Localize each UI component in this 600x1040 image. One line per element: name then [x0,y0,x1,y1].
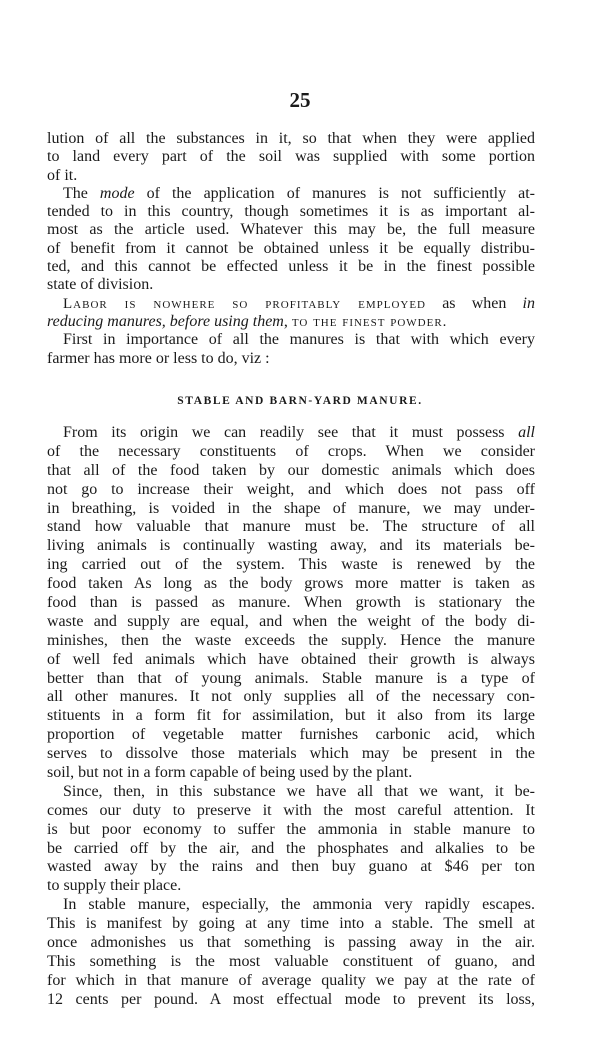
text-segment: wasted away by the rains and then buy guano at $46 per ton [47,858,535,876]
text-segment: This is manifest by going at any time into a stable. The smell at [47,915,535,933]
text-segment: ted, and this cannot be effected unless it be in the finest possible [47,258,535,276]
text-line [47,148,535,166]
text-segment: once admonishes us that something is passing away in the air. [47,934,535,952]
text-segment: waste and supply are equal, and when the weight of the body di- [47,612,535,630]
text-segment: state of division. [47,276,154,294]
text-line [47,707,535,726]
text-line [47,350,535,368]
text-segment: ing carried out of the system. This waste is renewed by the [47,556,535,574]
text-segment: all other manures. It not only supplies all of the necessary con- [47,688,535,706]
text-segment: better than that of young animals. Stable manure is a type of [47,669,535,687]
section-heading: STABLE AND BARN-YARD MANURE. [177,395,423,407]
text-segment: of well fed animals which have obtained their growth is always [47,650,535,668]
text-line [47,185,535,203]
text-segment: to land every part of the soil was supplied with some portion [47,148,535,166]
text-segment: living animals is continually wasting away, and its materials be- [47,537,535,555]
text-line [47,670,535,689]
text-line [47,953,535,972]
text-segment: proportion of vegetable matter furnishes carbonic acid, which [47,726,535,744]
text-line [47,481,535,500]
text-segment: First in importance of all the manures is that with which every [63,331,535,349]
text-segment: food taken As long as the body grows more matter is taken as [47,575,535,593]
text-segment: mode [99,184,135,202]
text-segment: serves to dissolve those materials which may be present in the [47,745,535,763]
text-segment: , [283,312,292,330]
text-segment: minishes, then the waste exceeds the supply. Hence the manure [47,631,535,649]
text-line [47,896,535,915]
text-line [47,443,535,462]
text-line [47,840,535,859]
text-segment: The [63,184,100,202]
text-line [47,518,535,537]
text-segment: to the finest powder. [291,313,448,330]
text-line [47,972,535,991]
text-line [47,462,535,481]
text-segment: stand how valuable that manure must be. The structure of all [47,518,535,536]
text-line [47,632,535,651]
text-line [47,821,535,840]
text-segment: food than is passed as manure. When growth is stationary the [47,594,535,612]
text-line [47,594,535,613]
text-segment: is but poor economy to suffer the ammonia in stable manure to [47,820,535,838]
text-line [47,221,535,239]
text-line [47,688,535,707]
text-segment: all [518,424,535,441]
text-segment: tended to in this country, though sometimes it is as important al- [47,203,535,221]
text-line [47,500,535,519]
section-body-text [47,424,535,1010]
text-segment: Since, then, in this substance we have all that we want, it be- [63,782,535,800]
text-line [47,556,535,575]
text-line [47,130,535,148]
text-line [47,240,535,258]
text-segment: most as the article used. Whatever this may be, the full measure [47,221,535,239]
text-line [47,764,535,783]
text-segment: of benefit from it cannot be obtained unless it be equally distribu- [47,239,535,257]
text-line [47,726,535,745]
text-segment: be carried off by the air, and the phosphates and alkalies to be [47,839,535,857]
text-line [47,783,535,802]
text-line [47,424,535,443]
text-line [47,991,535,1010]
text-segment: In stable manure, especially, the ammonia very rapidly escapes. [63,896,535,914]
text-line [47,858,535,877]
text-line [47,203,535,221]
text-line [47,258,535,276]
text-segment: to supply their place. [47,877,182,895]
text-line [47,331,535,349]
text-line [47,651,535,670]
text-segment: of it. [47,166,78,184]
text-line [47,877,535,896]
text-segment: as when [426,294,523,312]
text-line [47,537,535,556]
page-number: 25 [289,88,311,112]
text-line [47,167,535,185]
text-segment: comes our duty to preserve it with the most careful attention. It [47,801,535,819]
text-segment: From its origin we can readily see that it must possess [63,424,519,441]
text-segment: in breathing, is voided in the shape of manure, we may under- [47,499,535,517]
text-segment: reducing manures, before using them [47,312,284,330]
text-segment: Labor is nowhere so profitably employed [63,295,426,312]
text-line [47,915,535,934]
text-segment: of the necessary constituents of crops. When we consider [47,442,535,460]
text-line [47,295,535,313]
text-line [47,802,535,821]
intro-text [47,130,535,368]
text-line [47,613,535,632]
text-segment: in [522,294,535,312]
text-segment: that all of the food taken by our domestic animals which does [47,461,535,479]
text-segment: soil, but not in a form capable of being used by the plant. [47,764,413,782]
text-segment: 12 cents per pound. A most effectual mode to prevent its loss, [47,990,535,1008]
text-segment: This something is the most valuable constituent of guano, and [47,952,535,970]
text-line [47,934,535,953]
text-segment: of the application of manures is not sufficiently at- [134,184,536,202]
text-segment: stituents in a form fit for assimilation, but it also from its large [47,707,535,725]
text-segment: not go to increase their weight, and which does not pass off [47,480,535,498]
text-line [47,313,535,331]
text-line [47,575,535,594]
text-segment: for which in that manure of average quality we pay at the rate of [47,971,535,989]
text-segment: lution of all the substances in it, so that when they were applied [47,130,535,147]
text-segment: farmer has more or less to do, viz : [47,349,270,367]
text-line [47,276,535,294]
text-line [47,745,535,764]
